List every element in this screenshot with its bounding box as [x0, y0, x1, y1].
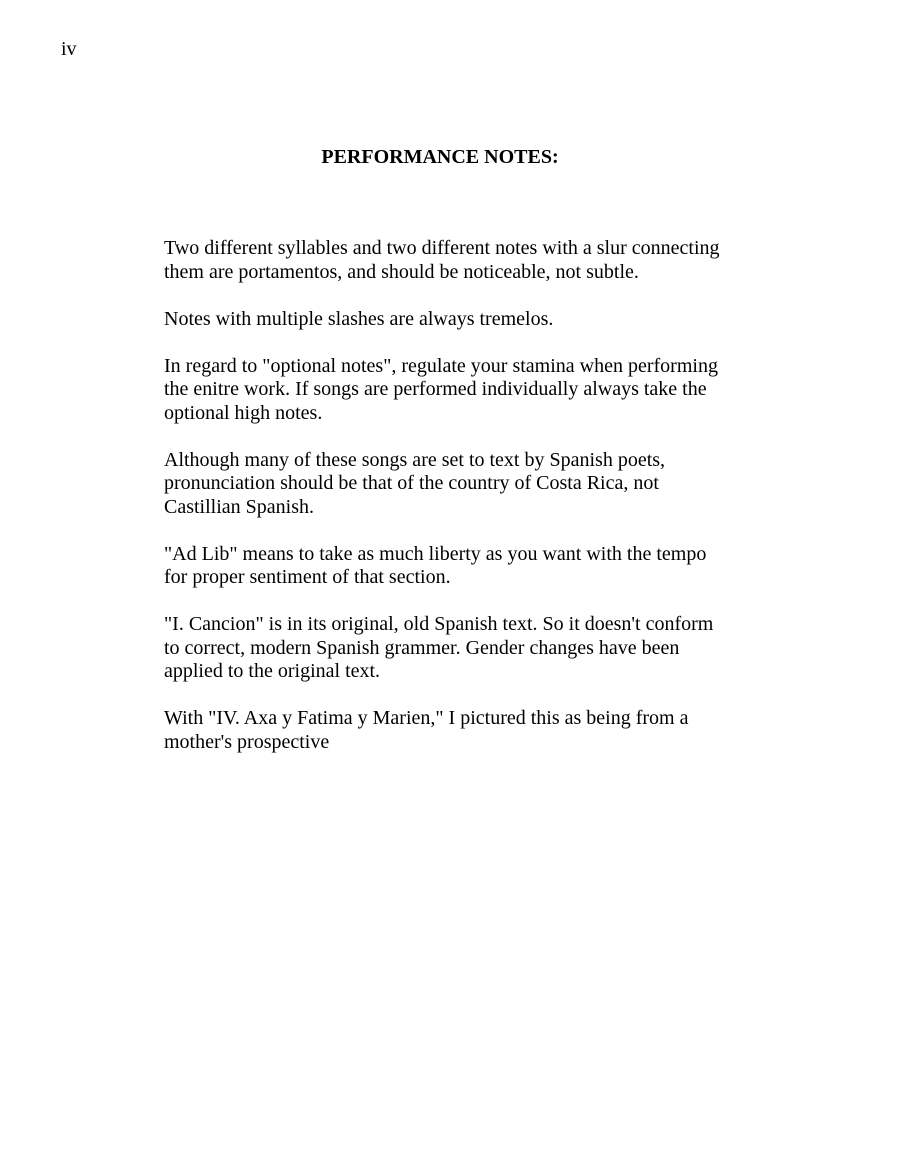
page-title: PERFORMANCE NOTES: — [321, 146, 559, 168]
note-ad-lib: "Ad Lib" means to take as much liberty as you want with the tempo for proper sentiment of that section. — [164, 542, 707, 588]
note-portamento: Two different syllables and two different notes with a slur connecting them are portamentos, and should be noticeable, not subtle. — [164, 237, 720, 283]
note-tremelos: Notes with multiple slashes are always tremelos. — [164, 307, 554, 330]
note-cancion-text: "I. Cancion" is in its original, old Spanish text. So it doesn't conform to correct, modern Spanish grammer. Gender changes have been applied to the original text. — [164, 613, 714, 682]
note-optional-notes: In regard to "optional notes", regulate your stamina when performing the enitre work. If songs are performed individually always take the optional high notes. — [164, 354, 718, 424]
page-number: iv — [61, 38, 77, 60]
note-pronunciation: Although many of these songs are set to text by Spanish poets, pronunciation should be that of the country of Costa Rica, not Castillian Spanish. — [164, 448, 666, 518]
note-axa-y-fatima: With "IV. Axa y Fatima y Marien," I pictured this as being from a mother's prospective — [164, 707, 689, 753]
performance-notes — [164, 237, 754, 778]
